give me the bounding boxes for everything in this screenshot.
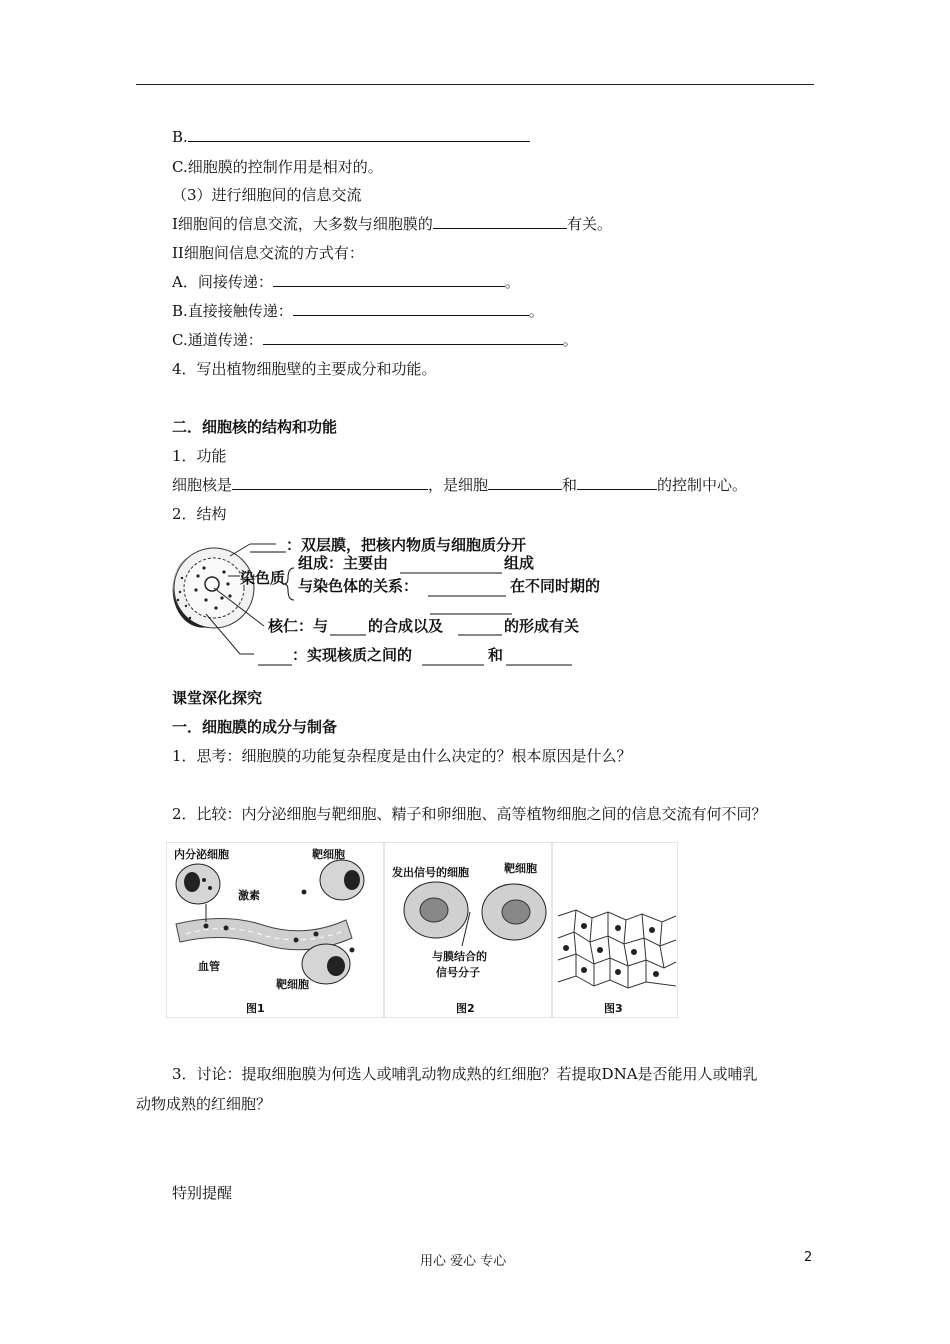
- function-line: 细胞核是 ，是细胞 和 的控制中心。: [172, 476, 748, 494]
- question-4: 4．写出植物细胞壁的主要成分和功能。: [172, 360, 437, 378]
- nucleus-structure-figure: [168, 528, 618, 673]
- page-number: 2: [804, 1250, 813, 1265]
- inquiry-title: 课堂深化探究: [172, 689, 263, 707]
- footer-slogan: 用心 爱心 专心: [420, 1254, 507, 1269]
- item-b-line: B.: [172, 127, 530, 147]
- svg-text:与膜结合的: 与膜结合的: [432, 950, 487, 963]
- blank[interactable]: [433, 214, 567, 229]
- svg-text:发出信号的细胞: 发出信号的细胞: [392, 866, 469, 879]
- blank[interactable]: [488, 475, 562, 490]
- item-c: C.细胞膜的控制作用是相对的。: [172, 158, 383, 176]
- item-a-indirect: A．间接传递： 。: [172, 273, 520, 291]
- blank[interactable]: [577, 475, 657, 490]
- item-c-channel: C.通道传递： 。: [172, 331, 578, 349]
- nucleolus-mid: 的合成以及: [368, 617, 444, 635]
- svg-text:靶细胞: 靶细胞: [276, 978, 309, 991]
- composition-end: 组成: [504, 554, 535, 572]
- svg-text:靶细胞: 靶细胞: [504, 862, 537, 875]
- chromatin-label: 染色质: [240, 569, 286, 587]
- blank[interactable]: [263, 330, 563, 345]
- section2-heading: 二．细胞核的结构和功能: [172, 418, 338, 436]
- question-3-line1: 3．讨论：提取细胞膜为何选人或哺乳动物成熟的红细胞？若提取DNA是否能用人或哺乳: [172, 1065, 758, 1083]
- special-reminder: 特别提醒: [172, 1184, 233, 1202]
- pore-label: ：实现核质之间的: [292, 646, 413, 664]
- item-b-direct: B.直接接触传递： 。: [172, 302, 544, 320]
- question-2: 2．比较：内分泌细胞与靶细胞、精子和卵细胞、高等植物细胞之间的信息交流有何不同？: [172, 805, 767, 823]
- header-rule: [136, 84, 814, 85]
- item-i: I细胞间的信息交流，大多数与细胞膜的 有关。: [172, 215, 612, 233]
- nucleus-drawing: [173, 544, 276, 654]
- svg-text:血管: 血管: [198, 960, 220, 973]
- question-3-line2: 动物成熟的红细胞？: [136, 1095, 272, 1113]
- pore-mid: 和: [488, 646, 504, 664]
- question-1: 1．思考：细胞膜的功能复杂程度是由什么决定的？根本原因是什么？: [172, 747, 632, 765]
- function-label: 1．功能: [172, 447, 227, 465]
- svg-text:图1: 图1: [246, 1002, 265, 1015]
- blank[interactable]: [188, 127, 530, 142]
- item-ii: II细胞间信息交流的方式有：: [172, 244, 364, 262]
- blank[interactable]: [232, 475, 428, 490]
- blank[interactable]: [273, 272, 505, 287]
- svg-text:信号分子: 信号分子: [436, 966, 480, 979]
- item-3-heading: （3）进行细胞间的信息交流: [172, 186, 362, 204]
- composition-label: 组成：主要由: [298, 554, 389, 572]
- blank[interactable]: [293, 301, 529, 316]
- structure-label: 2．结构: [172, 505, 227, 523]
- inquiry-section1: 一．细胞膜的成分与制备: [172, 718, 338, 736]
- svg-text:靶细胞: 靶细胞: [312, 848, 345, 861]
- svg-text:图2: 图2: [456, 1002, 475, 1015]
- svg-text:内分泌细胞: 内分泌细胞: [174, 848, 229, 861]
- nucleolus-prefix: 核仁：与: [268, 617, 329, 635]
- relation-label: 与染色体的关系：: [298, 577, 419, 595]
- svg-text:图3: 图3: [604, 1002, 623, 1015]
- relation-end: 在不同时期的: [510, 577, 601, 595]
- cell-communication-figure: [166, 842, 678, 1018]
- brace: [284, 568, 294, 600]
- membrane-label: ：双层膜，把核内物质与细胞质分开: [286, 536, 527, 554]
- nucleolus-end: 的形成有关: [504, 617, 580, 635]
- svg-text:激素: 激素: [238, 889, 260, 902]
